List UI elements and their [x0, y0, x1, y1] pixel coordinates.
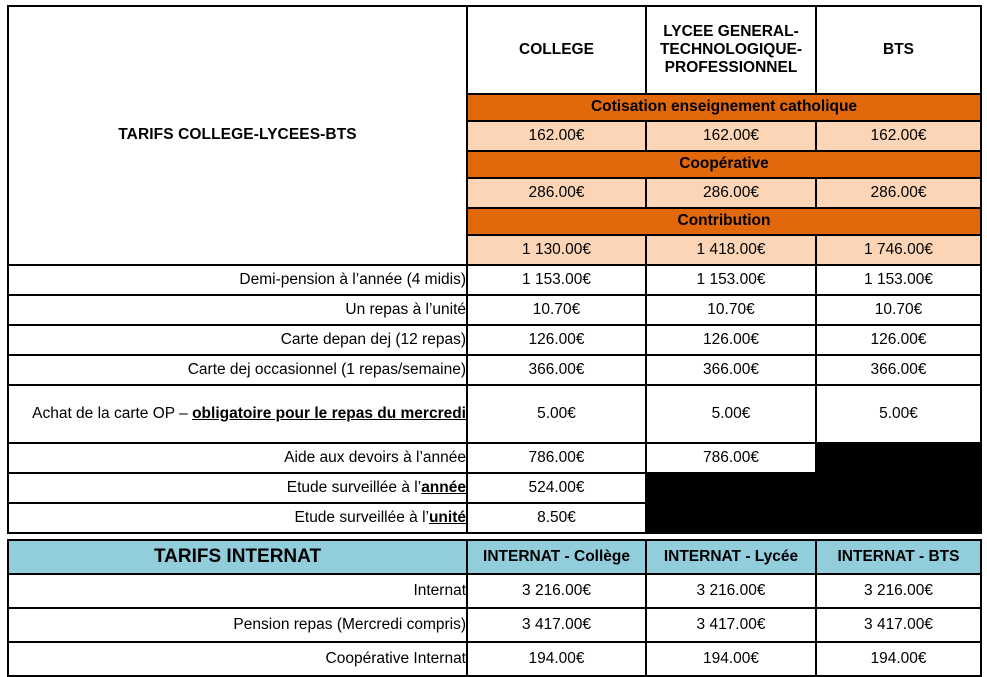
- row-value-college: 5.00€: [467, 385, 646, 443]
- row-value-bts-unavailable: [816, 503, 981, 533]
- row-value-internat-bts: 3 216.00€: [816, 574, 981, 608]
- table-row: [8, 608, 981, 642]
- table-row: [8, 325, 981, 355]
- row-value-internat-bts: 194.00€: [816, 642, 981, 676]
- row-value-college: 366.00€: [467, 355, 646, 385]
- contribution-college-value: 1 130.00€: [467, 235, 646, 265]
- row-label-demi-pension: Demi-pension à l’année (4 midis): [8, 265, 467, 295]
- row-value-internat-lycee: 3 417.00€: [646, 608, 816, 642]
- row-value-lycee-unavailable: [646, 473, 816, 503]
- row-value-internat-lycee: 3 216.00€: [646, 574, 816, 608]
- tarifs-internat-table: [7, 539, 982, 677]
- row-label-pension-repas: Pension repas (Mercredi compris): [8, 608, 467, 642]
- table-row: [8, 574, 981, 608]
- column-header-lycee: LYCEE GENERAL-TECHNOLOGIQUE-PROFESSIONNEL: [646, 6, 816, 94]
- column-header-internat-bts: INTERNAT - BTS: [816, 540, 981, 574]
- row-value-college: 10.70€: [467, 295, 646, 325]
- row-value-college: 524.00€: [467, 473, 646, 503]
- row-value-bts-unavailable: [816, 473, 981, 503]
- row-value-internat-college: 194.00€: [467, 642, 646, 676]
- cooperative-lycee-value: 286.00€: [646, 178, 816, 208]
- row-label-internat: Internat: [8, 574, 467, 608]
- row-value-college: 126.00€: [467, 325, 646, 355]
- internat-header-row: [8, 540, 981, 574]
- band-label-cotisation: Cotisation enseignement catholique: [467, 94, 981, 121]
- row-value-lycee: 126.00€: [646, 325, 816, 355]
- band-label-cooperative: Coopérative: [467, 151, 981, 178]
- row-label-etude-unite-emphasis: unité: [428, 508, 466, 526]
- table-row: [8, 443, 981, 473]
- row-value-lycee: 10.70€: [646, 295, 816, 325]
- table-row: [8, 385, 981, 443]
- row-value-lycee: 5.00€: [646, 385, 816, 443]
- column-header-internat-college: INTERNAT - Collège: [467, 540, 646, 574]
- row-value-college: 8.50€: [467, 503, 646, 533]
- cotisation-bts-value: 162.00€: [816, 121, 981, 151]
- row-value-bts: 10.70€: [816, 295, 981, 325]
- row-value-internat-college: 3 216.00€: [467, 574, 646, 608]
- row-value-internat-college: 3 417.00€: [467, 608, 646, 642]
- cooperative-bts-value: 286.00€: [816, 178, 981, 208]
- row-value-bts-unavailable: [816, 443, 981, 473]
- row-label-carte-op: [8, 385, 467, 443]
- row-label-cooperative-internat: Coopérative Internat: [8, 642, 467, 676]
- band-label-contribution: Contribution: [467, 208, 981, 235]
- contribution-bts-value: 1 746.00€: [816, 235, 981, 265]
- table-row: [8, 473, 981, 503]
- table-row: [8, 642, 981, 676]
- row-value-lycee: 366.00€: [646, 355, 816, 385]
- row-value-bts: 1 153.00€: [816, 265, 981, 295]
- table-row: [8, 295, 981, 325]
- row-value-college: 786.00€: [467, 443, 646, 473]
- column-header-bts: BTS: [816, 6, 981, 94]
- row-label-etude-surveillee-unite: [8, 503, 467, 533]
- row-value-internat-bts: 3 417.00€: [816, 608, 981, 642]
- column-header-college: COLLEGE: [467, 6, 646, 94]
- row-label-carte-op-emphasis: obligatoire pour le repas du mercredi: [192, 404, 466, 422]
- row-label-etude-unite-plain: Etude surveillée à l’: [294, 508, 429, 526]
- cotisation-college-value: 162.00€: [467, 121, 646, 151]
- table-header-row: [8, 6, 981, 94]
- row-value-college: 1 153.00€: [467, 265, 646, 295]
- column-header-internat-lycee: INTERNAT - Lycée: [646, 540, 816, 574]
- page-title: TARIFS COLLEGE-LYCEES-BTS: [8, 6, 467, 265]
- table-row: [8, 503, 981, 533]
- row-label-repas-unite: Un repas à l’unité: [8, 295, 467, 325]
- table-row: [8, 355, 981, 385]
- row-label-etude-surveillee-annee: [8, 473, 467, 503]
- row-value-lycee: 1 153.00€: [646, 265, 816, 295]
- row-label-carte-op-plain: Achat de la carte OP –: [32, 404, 193, 422]
- tarifs-college-lycees-bts-table: [7, 5, 982, 534]
- row-value-internat-lycee: 194.00€: [646, 642, 816, 676]
- contribution-lycee-value: 1 418.00€: [646, 235, 816, 265]
- row-label-carte-depan-dej: Carte depan dej (12 repas): [8, 325, 467, 355]
- internat-title: TARIFS INTERNAT: [8, 540, 467, 574]
- row-label-aide-aux-devoirs: Aide aux devoirs à l’année: [8, 443, 467, 473]
- row-label-etude-annee-plain: Etude surveillée à l’: [286, 478, 422, 496]
- row-label-carte-dej-occasionnel: Carte dej occasionnel (1 repas/semaine): [8, 355, 467, 385]
- cotisation-lycee-value: 162.00€: [646, 121, 816, 151]
- row-value-bts: 5.00€: [816, 385, 981, 443]
- row-value-lycee-unavailable: [646, 503, 816, 533]
- row-label-etude-annee-emphasis: année: [421, 478, 466, 496]
- cooperative-college-value: 286.00€: [467, 178, 646, 208]
- row-value-lycee: 786.00€: [646, 443, 816, 473]
- row-value-bts: 126.00€: [816, 325, 981, 355]
- row-value-bts: 366.00€: [816, 355, 981, 385]
- table-row: [8, 265, 981, 295]
